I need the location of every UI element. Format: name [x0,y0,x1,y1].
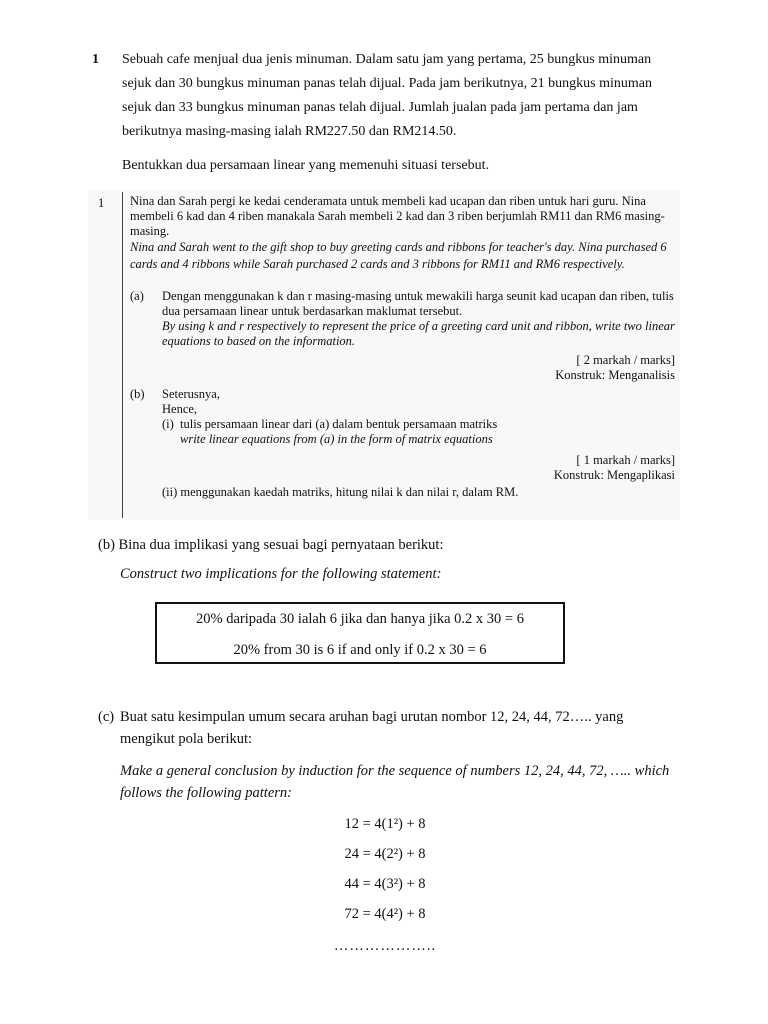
part-a-construct: Konstruk: Menganalisis [555,368,675,382]
part-b-i-marks: [ 1 markah / marks] [576,453,675,467]
part-b-body [162,387,675,500]
statement-malay: 20% daripada 30 ialah 6 jika dan hanya jika 0.2 x 30 = 6 [196,611,524,627]
vertical-divider [122,192,123,518]
part-a-malay: Dengan menggunakan k dan r masing-masing untuk mewakili harga seunit kad ucapan dan riben, tulis dua persamaan linear untuk berdasarkan maklumat tersebut. [162,289,674,318]
embedded-question-body [130,194,675,500]
part-b-i-english: write linear equations from (a) in the form of matrix equations [180,432,493,446]
part-b-i-label: (i) [162,417,174,431]
part-b [130,387,675,500]
pattern-equation: 12 = 4(1²) + 8 [344,816,426,832]
statement-box [155,602,565,664]
part-a-label: (a) [130,289,144,303]
part-a-body [162,289,675,383]
embedded-question-block [88,190,680,520]
question-1-line: sejuk dan 30 bungkus minuman panas telah dijual. Pada jam berikutnya, 21 bungkus minuman [122,76,652,91]
statement-english: 20% from 30 is 6 if and only if 0.2 x 30 = 6 [233,642,487,658]
part-b-i [162,417,675,432]
part-a [130,289,675,383]
section-c-label: (c) [98,709,115,725]
question-1-line: sejuk dan 33 bungkus minuman panas telah dijual. Jumlah jualan pada jam pertama dan jam [122,100,638,115]
question-1-text [122,48,667,144]
part-a-marks: [ 2 markah / marks] [576,353,675,367]
section-b-question: (b) Bina dua implikasi yang sesuai bagi pernyataan berikut: [98,537,444,553]
pattern-equation: 44 = 4(3²) + 8 [344,876,426,892]
question-number: 1 [92,52,99,67]
section-c-malay: Buat satu kesimpulan umum secara aruhan bagi urutan nombor 12, 24, 44, 72….. yang mengikut pola berikut: [120,709,624,747]
embedded-question-number: 1 [98,196,105,210]
part-b-i-construct: Konstruk: Mengaplikasi [553,468,675,482]
question-1-instruction: Bentukkan dua persamaan linear yang memenuhi situasi tersebut. [122,158,490,173]
part-a-english: By using k and r respectively to represent the price of a greeting card unit and ribbon, write two linear equations to based on the information. [162,319,675,348]
section-c-question [98,706,678,750]
pattern-equation: 24 = 4(2²) + 8 [344,846,426,862]
question-1-line: berikutnya masing-masing ialah RM227.50 dan RM214.50. [122,124,457,139]
part-b-label: (b) [130,387,145,401]
continuation-dots: ……………….. [333,938,437,954]
part-b-i-malay: tulis persamaan linear dari (a) dalam bentuk persamaan matriks [180,417,498,431]
question-1 [92,48,667,178]
intro-english: Nina and Sarah went to the gift shop to buy greeting cards and ribbons for teacher's day. Nina purchased 6 cards and 4 ribbons while Sarah purchased 2 cards and 3 ribbons for RM11 and RM6 respectively. [130,240,667,271]
part-b-ii: (ii) menggunakan kaedah matriks, hitung nilai k dan nilai r, dalam RM. [162,485,519,499]
intro-malay: Nina dan Sarah pergi ke kedai cenderamata untuk membeli kad ucapan dan riben untuk hari guru. Nina membeli 6 kad dan 4 riben manakala Sarah membeli 2 kad dan 3 riben berjumlah RM11 dan RM6 masing-masing. [130,194,665,238]
question-1-line: Sebuah cafe menjual dua jenis minuman. Dalam satu jam yang pertama, 25 bungkus minuman [122,52,652,67]
section-c-question-english: Make a general conclusion by induction for the sequence of numbers 12, 24, 44, 72, ….. which follows the following pattern: [120,763,670,801]
section-b-question-english: Construct two implications for the following statement: [120,566,442,582]
part-b-malay: Seterusnya, [162,387,220,401]
pattern-equation: 72 = 4(4²) + 8 [344,906,426,922]
part-b-english: Hence, [162,402,198,416]
